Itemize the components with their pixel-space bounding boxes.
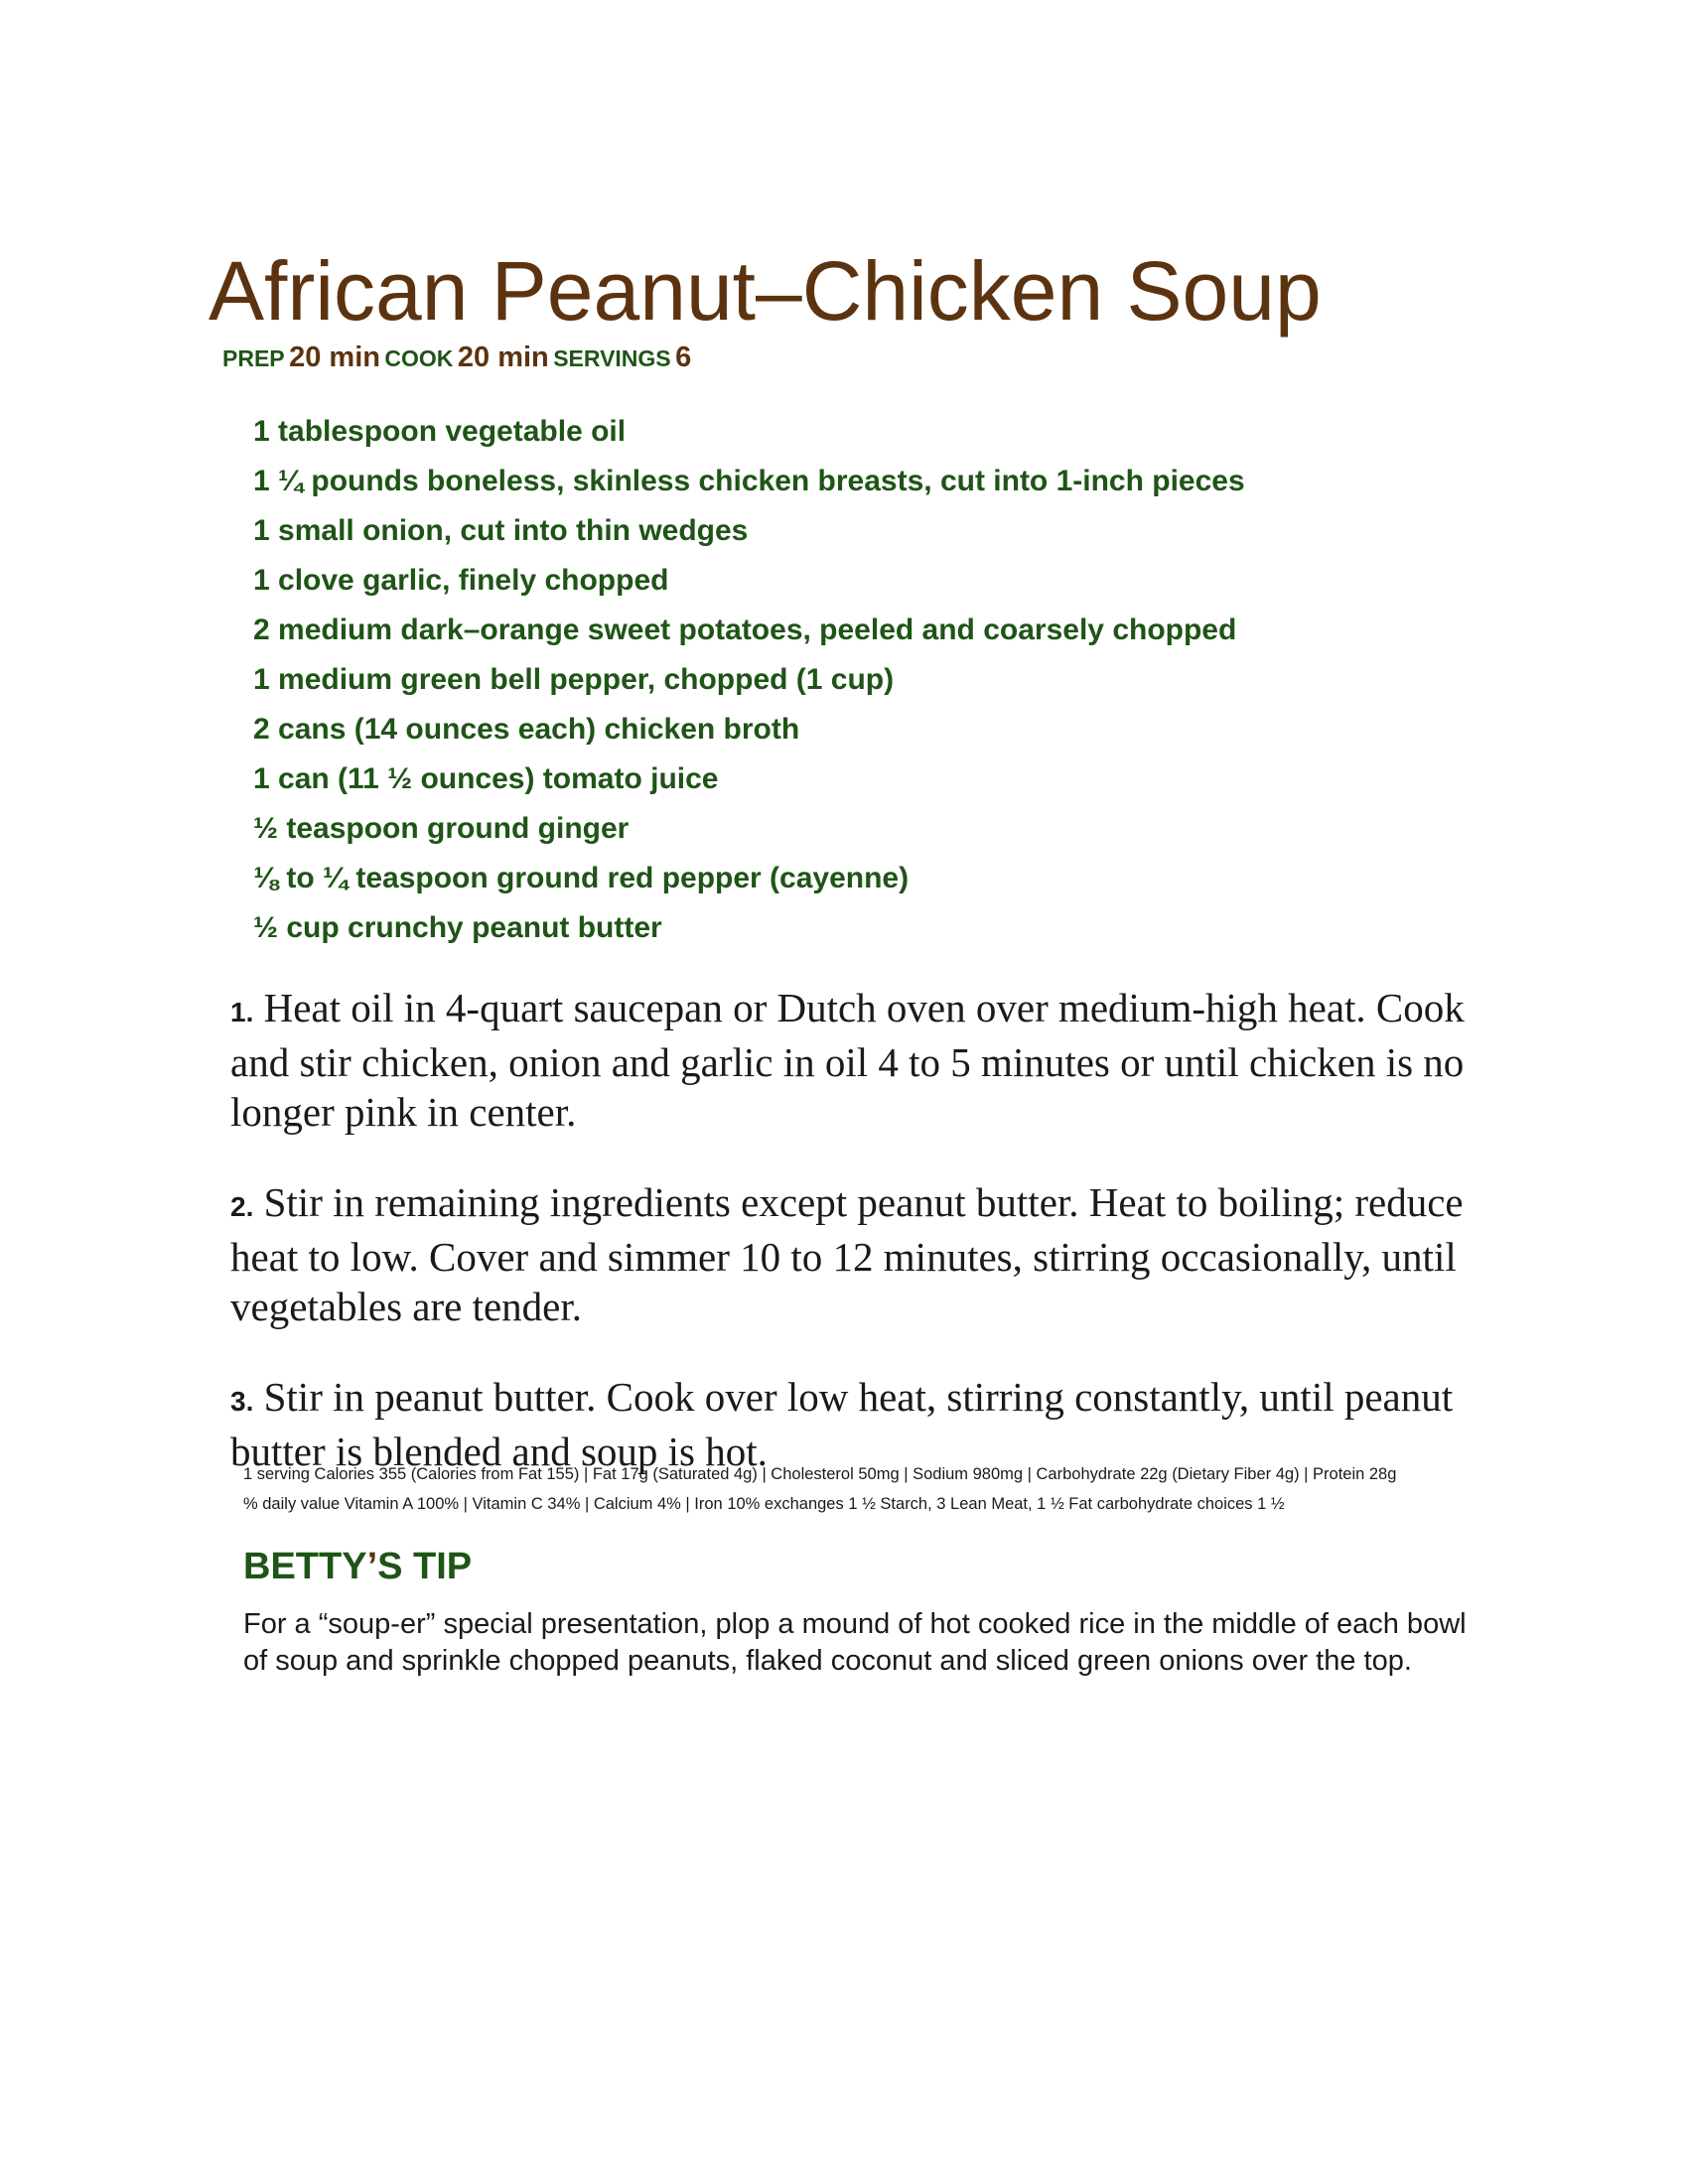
ingredient-item: 1 small onion, cut into thin wedges [253,514,749,547]
step-text: Stir in remaining ingredients except peanut butter. Heat to boiling; reduce heat to low. Cover and simmer 10 to 12 minutes, stirring occasionally, until vegetables are tender. [230,1179,1464,1329]
step-number: 2. [230,1191,254,1222]
tip-heading-part1: BETTY [243,1546,367,1587]
nutrition-line-calories: 1 serving Calories 355 (Calories from Fat 155) | Fat 17g (Saturated 4g) | Cholesterol 50mg | Sodium 980mg | Carbohydrate 22g (Dietary Fiber 4g) | Protein 28g [243,1465,1397,1483]
ingredient-item: ⅛ to ¼ teaspoon ground red pepper (cayenne) [253,862,910,894]
step-text: Stir in peanut butter. Cook over low heat, stirring constantly, until peanut butter is blended and soup is hot. [230,1374,1454,1474]
ingredient-item: ½ cup crunchy peanut butter [253,911,662,944]
recipe-meta [222,338,691,382]
ingredient-item: ½ teaspoon ground ginger [253,812,630,845]
tip-text: For a “soup-er” special presentation, plop a mound of hot cooked rice in the middle of each bowl of soup and sprinkle chopped peanuts, flaked coconut and sliced green onions over the top. [243,1608,1467,1677]
tip-heading-part2: S TIP [377,1546,473,1587]
recipe-title: African Peanut–Chicken Soup [209,244,1322,338]
direction-step [230,983,1521,1137]
ingredient-item: 1 tablespoon vegetable oil [253,415,627,448]
ingredient-item: 2 medium dark–orange sweet potatoes, peeled and coarsely chopped [253,614,1237,646]
ingredient-list [253,407,1245,953]
step-number: 1. [230,997,254,1027]
ingredient-item: 1 can (11 ½ ounces) tomato juice [253,762,719,795]
servings-label: SERVINGS [553,345,671,371]
direction-steps [230,983,1521,1494]
prep-time: 20 min [289,341,380,373]
prep-label: PREP [222,345,285,371]
tip-heading-apostrophe: ’ [366,1546,378,1587]
cook-label: COOK [384,345,454,371]
step-number: 3. [230,1386,254,1417]
cook-time: 20 min [457,341,549,373]
direction-step [230,1177,1521,1331]
nutrition-info [243,1459,1475,1519]
ingredient-item: 1 ¼ pounds boneless, skinless chicken breasts, cut into 1-inch pieces [253,465,1245,497]
tip-heading [243,1542,472,1591]
step-text: Heat oil in 4-quart saucepan or Dutch oven over medium-high heat. Cook and stir chicken, onion and garlic in oil 4 to 5 minutes or until chicken is no longer pink in center. [230,985,1465,1135]
ingredient-item: 2 cans (14 ounces each) chicken broth [253,713,800,746]
ingredient-item: 1 medium green bell pepper, chopped (1 cup) [253,663,895,696]
ingredient-item: 1 clove garlic, finely chopped [253,564,669,597]
nutrition-line-daily-value: % daily value Vitamin A 100% | Vitamin C 34% | Calcium 4% | Iron 10% exchanges 1 ½ Starch, 3 Lean Meat, 1 ½ Fat carbohydrate choices 1 ½ [243,1495,1285,1513]
servings-count: 6 [675,341,692,373]
